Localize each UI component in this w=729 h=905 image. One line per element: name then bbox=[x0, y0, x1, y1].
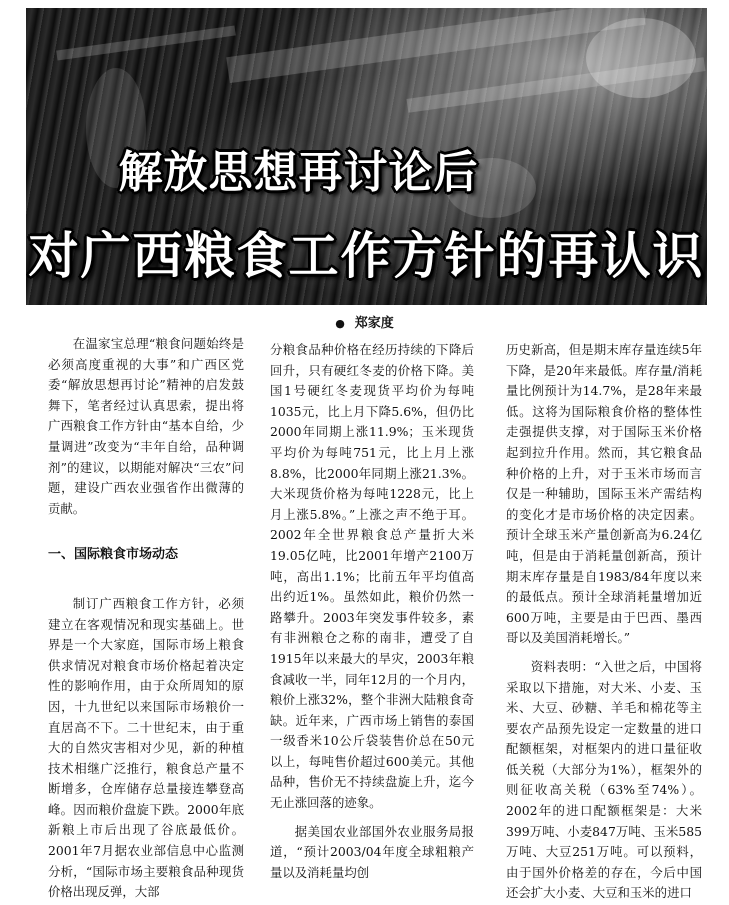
text-column-3 bbox=[506, 340, 702, 904]
text-column-1 bbox=[48, 334, 244, 903]
body-paragraph: 资料表明：“入世之后，中国将采取以下措施，对大米、小麦、玉米、大豆、砂糖、羊毛和棉花等主要农产品预先设定一定数量的进口配额框架，对框架内的进口量征收低关税（大部分为1%），框架外的则征收高关税（63%至74%）。2002年的进口配额框架是：大米399万吨、小麦847万吨、玉米585万吨、大豆251万吨。可以预料，由于国外价格差的存在，今后中国还会扩大小麦、大豆和玉米的进口 bbox=[506, 658, 702, 901]
header-banner-image bbox=[26, 8, 707, 305]
body-paragraph: 历史新高，但是期末库存量连续5年下降，是20年来最低。库存量/消耗量比例预计为14.7%，是28年来最低。这将为国际粮食价格的整体性走强提供支撑，对于国际玉米价格起到拉升作用。然而，其它粮食品种价格的上升，对于玉米市场而言仅是一种辅助，国际玉米产需结构的变化才是市场价格的决定因素。预计全球玉米产量创新高为6.24亿吨，但是由于消耗量创新高，预计期末库存量是自1983/84年度以来的最低点。预计全球消耗量增加近600万吨，主要是由于巴西、墨西哥以及美国消耗增长。” bbox=[506, 342, 702, 646]
body-paragraph: 制订广西粮食工作方针，必须建立在客观情况和现实基础上。世界是一个大家庭，国际市场上粮食供求情况对粮食市场价格起着决定性的影响作用，由于众所周知的原因，十九世纪以来国际市场粮价一直居高不下。二十世纪末，由于重大的自然灾害相对少见，新的种植技术相继广泛推行，粮食总产量不断增多，仓库储存总量接连攀登高峰。因而粮价盘旋下跌。2000年底新粮上市后出现了谷底最低价。2001年7月据农业部信息中心监测分析，“国际市场主要粮食品种现货价格出现反弹，大部 bbox=[48, 595, 244, 900]
body-paragraph: 据美国农业部国外农业服务局报道，“预计2003/04年度全球粗粮产量以及消耗量均创 bbox=[270, 823, 474, 880]
author-name: 郑家度 bbox=[354, 316, 394, 331]
text-column-2 bbox=[270, 340, 474, 883]
bullet-dot-icon: ● bbox=[335, 317, 345, 330]
body-paragraph: 分粮食品种价格在经历持续的下降后回升，只有硬红冬麦的价格下降。美国1号硬红冬麦现货平均价为每吨1035元，比上月下降5.6%，但仍比2000年同期上涨11.9%；玉米现货平均价为每吨751元，比上月上涨8.8%，比2000年同期上涨21.3%。大米现货价格为每吨1228元，比上月上涨5.8%。”上涨之声不绝于耳。2002年全世界粮食总产量折大米19.05亿吨，比2001年增产2100万吨，高出1.1%；比前五年平均值高出约近1%。虽然如此，粮价仍然一路攀升。2003年突发事件较多，素有非洲粮仓之称的南非，遭受了自1915年以来最大的旱灾，2003年粮食减收一半，同年12月的一个月内，粮价上涨32%，整个非洲大陆粮食奇缺。近年来，广西市场上销售的泰国一级香米10公斤袋装售价总在50元以上，每吨售价超过600美元。其他品种，售价无不持续盘旋上升，迄今无止涨回落的迹象。 bbox=[270, 342, 474, 811]
headline-line-1: 解放思想再讨论后 bbox=[118, 147, 479, 198]
intro-paragraph: 在温家宝总理“粮食问题始终是必须高度重视的大事”和广西区党委“解放思想再讨论”精神的启发鼓舞下，笔者经过认真思索，提出将广西粮食工作方针由“基本自给，少量调进”改变为“丰年自给，品种调剂”的建议，以期能对解决“三农”问题，建设广西农业强省作出微薄的贡献。 bbox=[48, 336, 244, 516]
section-heading: 一、国际粮食市场动态 bbox=[48, 547, 179, 563]
byline bbox=[0, 312, 729, 331]
headline-line-2: 对广西粮食工作方针的再认识 bbox=[28, 227, 705, 285]
